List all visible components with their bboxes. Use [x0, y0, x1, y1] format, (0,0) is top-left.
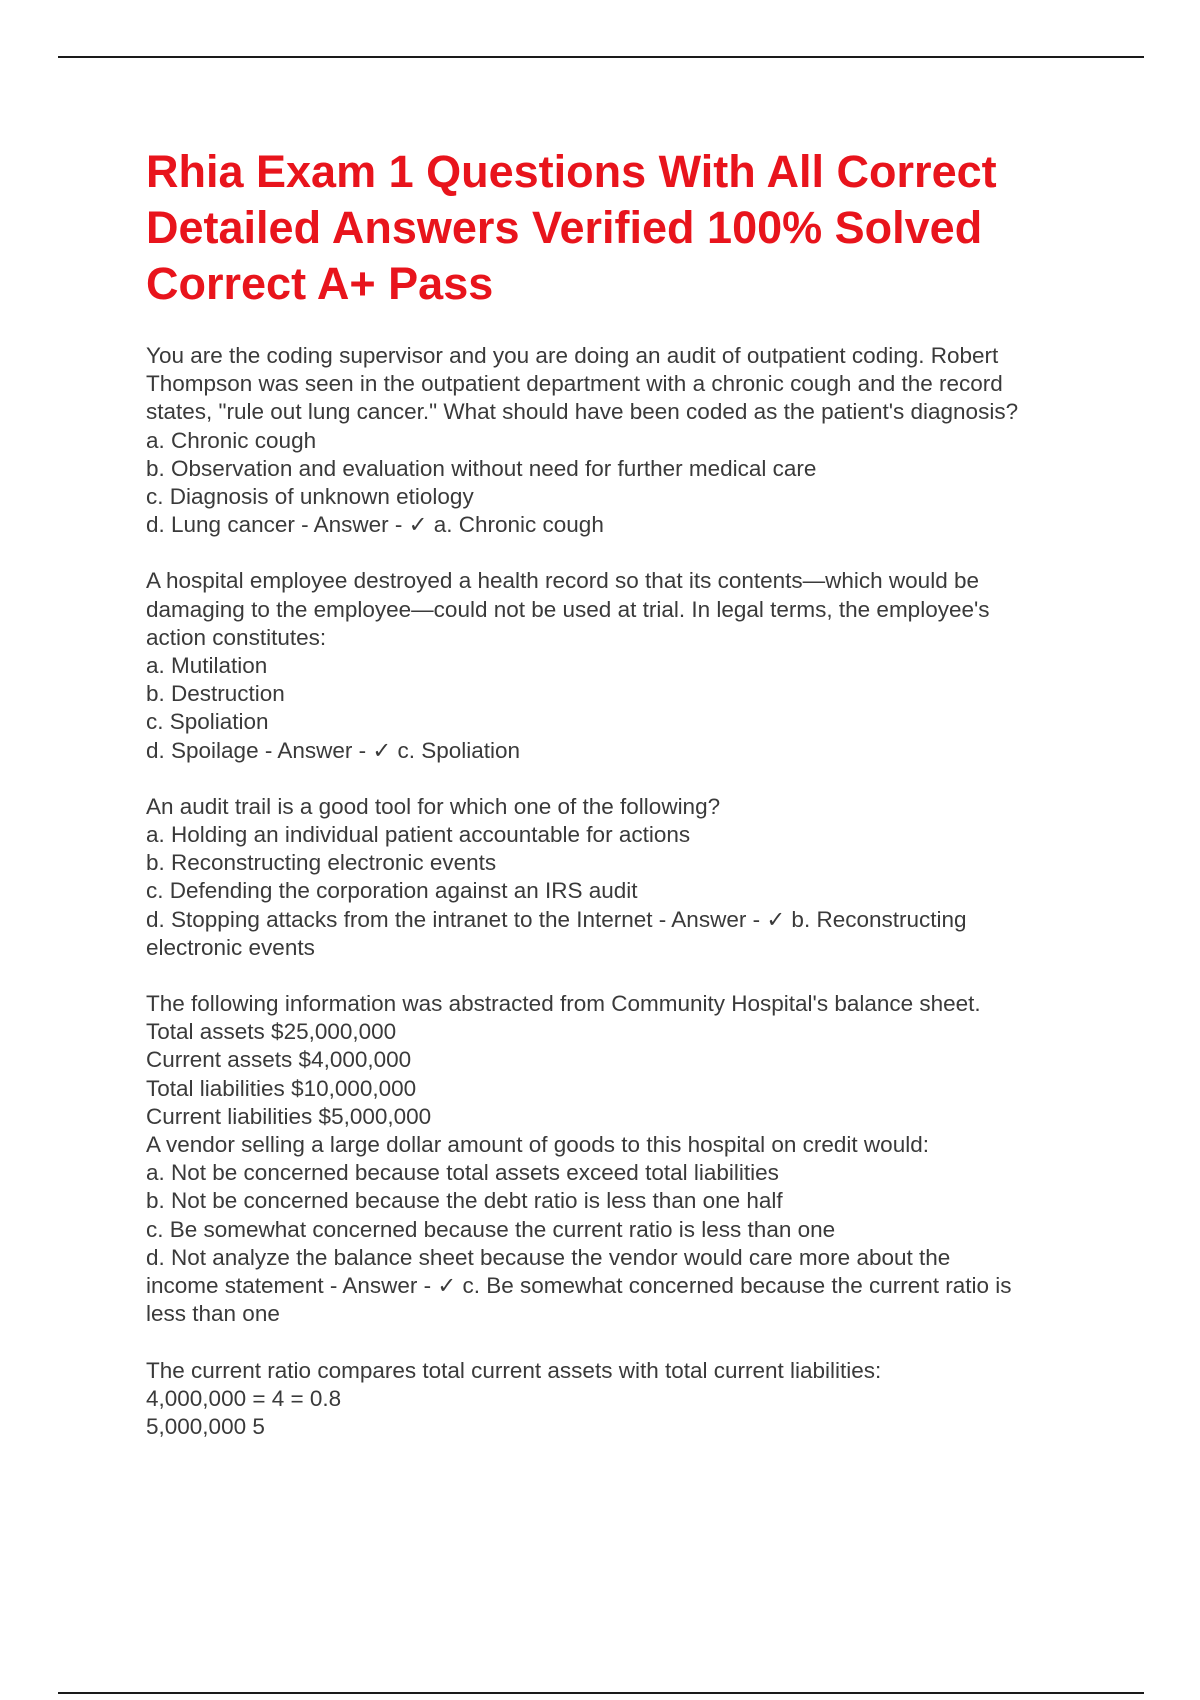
explanation-line-3: 5,000,000 5 — [146, 1413, 265, 1439]
question-2-line-2: damaging to the employee—could not be used at trial. In legal terms, the employee's — [146, 596, 990, 622]
question-1-option-b: b. Observation and evaluation without need for further medical care — [146, 455, 817, 481]
question-block-3 — [146, 793, 1106, 962]
question-4-option-a: a. Not be concerned because total assets exceed total liabilities — [146, 1160, 779, 1186]
question-3-answer-continued: electronic events — [146, 934, 315, 960]
question-4-answer: income statement - Answer - ✓ c. Be somewhat concerned because the current ratio is — [146, 1273, 1012, 1299]
question-3-option-d-answer: d. Stopping attacks from the intranet to the Internet - Answer - ✓ b. Reconstructing — [146, 906, 967, 932]
question-4-current-assets: Current assets $4,000,000 — [146, 1047, 412, 1073]
explanation-line-1: The current ratio compares total current assets with total current liabilities: — [146, 1357, 882, 1383]
question-block-2 — [146, 567, 1106, 764]
question-4-line-1: The following information was abstracted from Community Hospital's balance sheet. — [146, 991, 981, 1017]
question-3-option-b: b. Reconstructing electronic events — [146, 850, 497, 876]
question-4-answer-continued: less than one — [146, 1301, 280, 1327]
question-4-option-b: b. Not be concerned because the debt ratio is less than one half — [146, 1188, 783, 1214]
bottom-rule — [58, 1692, 1144, 1694]
top-rule — [58, 56, 1144, 58]
document-body — [146, 144, 1106, 1469]
question-3-option-c: c. Defending the corporation against an IRS audit — [146, 878, 638, 904]
question-4-current-liabilities: Current liabilities $5,000,000 — [146, 1103, 432, 1129]
question-4-total-assets: Total assets $25,000,000 — [146, 1019, 397, 1045]
question-2-line-3: action constitutes: — [146, 624, 327, 650]
question-4-total-liabilities: Total liabilities $10,000,000 — [146, 1075, 417, 1101]
question-1-line-2: Thompson was seen in the outpatient department with a chronic cough and the record — [146, 371, 1003, 397]
question-2-option-d-answer: d. Spoilage - Answer - ✓ c. Spoliation — [146, 737, 521, 763]
question-4-option-c: c. Be somewhat concerned because the current ratio is less than one — [146, 1216, 836, 1242]
question-2-line-1: A hospital employee destroyed a health record so that its contents—which would be — [146, 568, 979, 594]
question-1-line-3: states, "rule out lung cancer." What should have been coded as the patient's diagnosis? — [146, 399, 1019, 425]
document-title: Rhia Exam 1 Questions With All Correct Detailed Answers Verified 100% Solved Correct A+ Pass — [146, 146, 997, 309]
question-block-4 — [146, 990, 1106, 1328]
explanation-block — [146, 1357, 1106, 1442]
question-4-prompt: A vendor selling a large dollar amount of goods to this hospital on credit would: — [146, 1132, 929, 1158]
question-3-line-1: An audit trail is a good tool for which one of the following? — [146, 793, 721, 819]
question-1-option-d-answer: d. Lung cancer - Answer - ✓ a. Chronic cough — [146, 512, 604, 538]
question-2-option-c: c. Spoliation — [146, 709, 269, 735]
question-1-option-c: c. Diagnosis of unknown etiology — [146, 484, 474, 510]
question-2-option-b: b. Destruction — [146, 681, 285, 707]
question-2-option-a: a. Mutilation — [146, 653, 268, 679]
explanation-line-2: 4,000,000 = 4 = 0.8 — [146, 1385, 342, 1411]
question-list — [146, 342, 1106, 1441]
question-1-line-1: You are the coding supervisor and you are doing an audit of outpatient coding. Robert — [146, 343, 999, 368]
question-1-option-a: a. Chronic cough — [146, 427, 317, 453]
question-3-option-a: a. Holding an individual patient accountable for actions — [146, 822, 691, 848]
question-4-option-d: d. Not analyze the balance sheet because the vendor would care more about the — [146, 1244, 951, 1270]
question-block-1 — [146, 342, 1106, 539]
